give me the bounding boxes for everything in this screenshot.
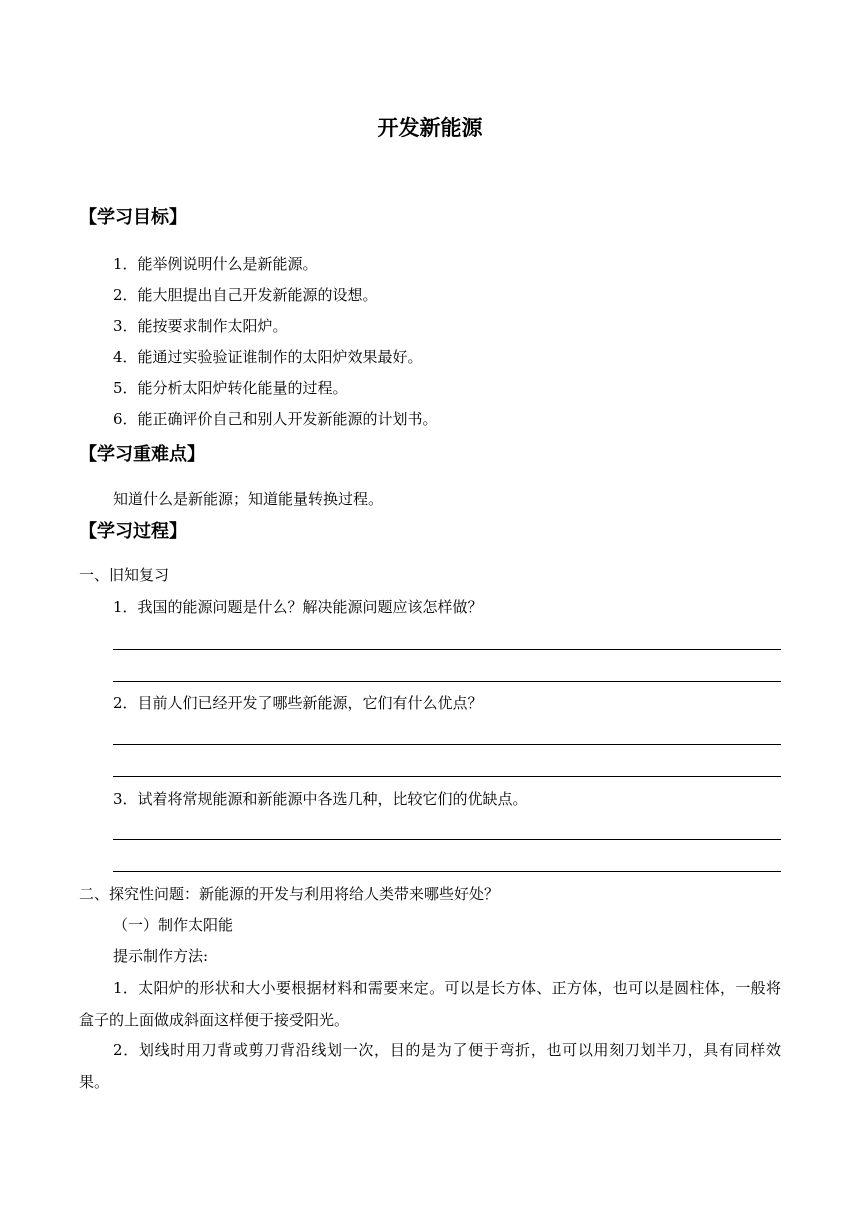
answer-line[interactable] <box>113 681 781 682</box>
answer-line[interactable] <box>113 744 781 745</box>
key-points-text: 知道什么是新能源；知道能量转换过程。 <box>113 490 384 508</box>
review-question: 2．目前人们已经开发了哪些新能源，它们有什么优点？ <box>113 694 483 712</box>
objectives-heading: 【学习目标】 <box>79 207 187 228</box>
answer-line[interactable] <box>113 776 781 777</box>
answer-line[interactable] <box>113 649 781 650</box>
objective-item: 5．能分析太阳炉转化能量的过程。 <box>113 379 348 397</box>
objective-item: 6．能正确评价自己和别人开发新能源的计划书。 <box>113 410 438 428</box>
process-heading: 【学习过程】 <box>79 521 187 542</box>
objective-item: 4．能通过实验验证谁制作的太阳炉效果最好。 <box>113 348 423 366</box>
review-question: 3．试着将常规能源和新能源中各选几种，比较它们的优缺点。 <box>113 790 528 808</box>
hint-label: 提示制作方法: <box>113 947 209 965</box>
review-question: 1．我国的能源问题是什么？解决能源问题应该怎样做？ <box>113 598 483 616</box>
key-points-heading: 【学习重难点】 <box>79 444 205 465</box>
objective-item: 2．能大胆提出自己开发新能源的设想。 <box>113 286 378 304</box>
method-step: 2．划线时用刀背或剪刀背沿线划一次，目的是为了便于弯折，也可以用刻刀划半刀，具有同样效果。 <box>79 1041 781 1091</box>
inquiry-title: 二、探究性问题：新能源的开发与利用将给人类带来哪些好处？ <box>79 885 500 903</box>
page-title: 开发新能源 <box>377 116 483 140</box>
review-title: 一、旧知复习 <box>79 566 170 584</box>
answer-line[interactable] <box>113 839 781 840</box>
answer-line[interactable] <box>113 871 781 872</box>
objective-item: 3．能按要求制作太阳炉。 <box>113 317 288 335</box>
inquiry-subtitle: （一）制作太阳能 <box>113 916 234 934</box>
objective-item: 1．能举例说明什么是新能源。 <box>113 255 318 273</box>
method-step: 1．太阳炉的形状和大小要根据材料和需要来定。可以是长方体、正方体，也可以是圆柱体，一般将盒子的上面做成斜面这样便于接受阳光。 <box>79 979 781 1029</box>
